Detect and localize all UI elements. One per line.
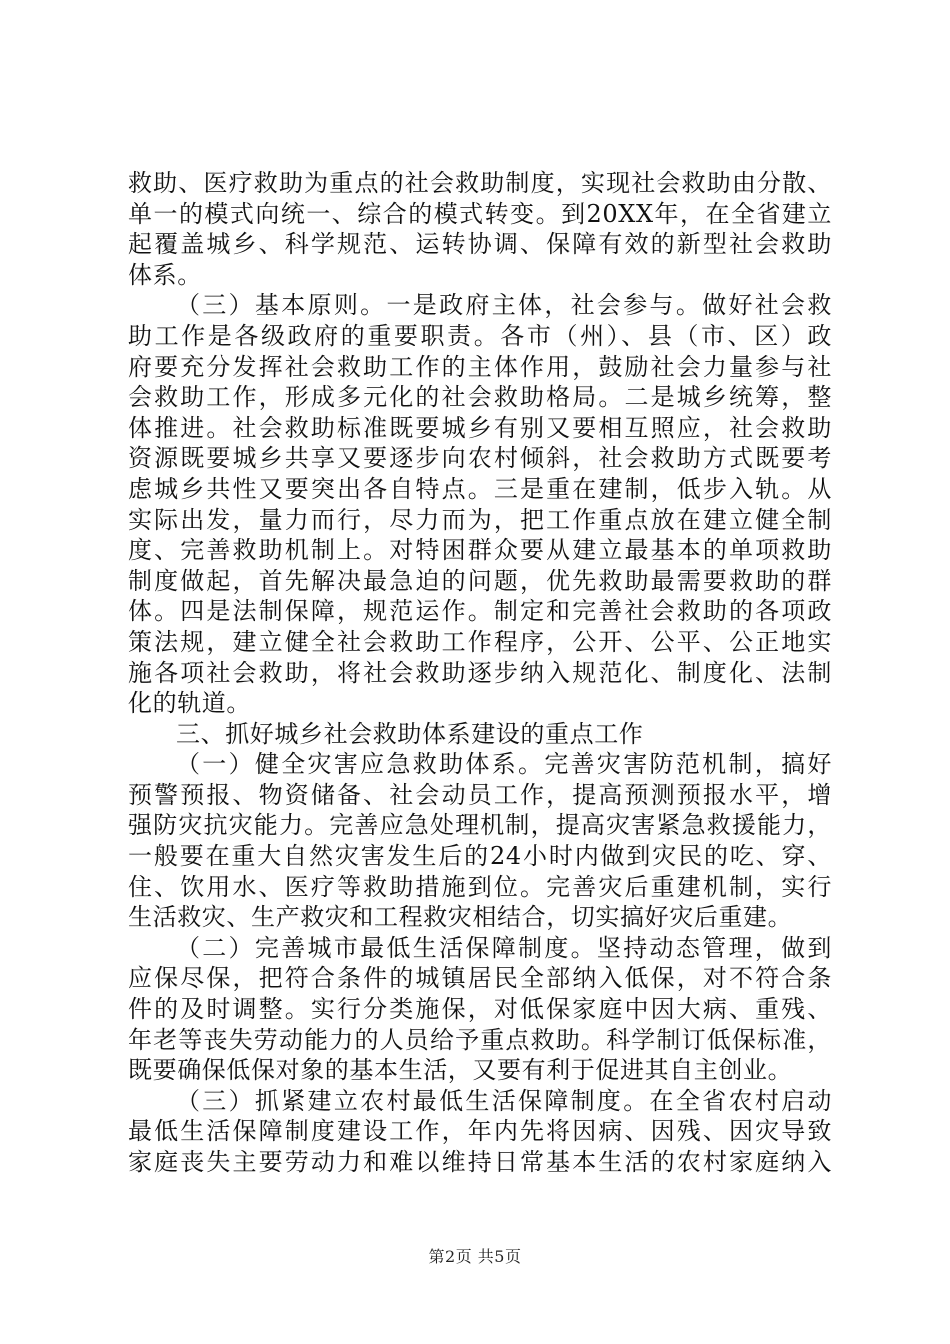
text-line: 应保尽保，把符合条件的城镇居民全部纳入低保，对不符合条 [128, 964, 832, 993]
text-line: 度、完善救助机制上。对特困群众要从建立最基本的单项救助 [128, 536, 832, 565]
text-line: 家庭丧失主要劳动力和难以维持日常基本生活的农村家庭纳入 [128, 1148, 832, 1176]
text-line: 强防灾抗灾能力。完善应急处理机制，提高灾害紧急救援能力， [128, 811, 832, 840]
text-line: 既要确保低保对象的基本生活，又要有利于促进其自主创业。 [128, 1056, 793, 1085]
document-body [128, 168, 832, 1178]
text-line: 助工作是各级政府的重要职责。各市（州）、县（市、区）政 [128, 321, 832, 350]
text-line: 单一的模式向统一、综合的模式转变。到20XX年，在全省建立 [128, 199, 832, 228]
text-line: 年老等丧失劳动能力的人员给予重点救助。科学制订低保标准， [128, 1025, 832, 1054]
text-line: （二）完善城市最低生活保障制度。坚持动态管理，做到 [176, 933, 832, 962]
text-line: 资源既要城乡共享又要逐步向农村倾斜，社会救助方式既要考 [128, 444, 832, 473]
text-line: 会救助工作，形成多元化的社会救助格局。二是城乡统筹，整 [128, 383, 832, 412]
paragraph-p3 [128, 719, 832, 750]
text-line: 最低生活保障制度建设工作，年内先将因病、因残、因灾导致 [128, 1117, 832, 1146]
text-line: 三、抓好城乡社会救助体系建设的重点工作 [176, 719, 644, 748]
paragraph-p6 [128, 1086, 832, 1178]
paragraph-p2 [128, 290, 832, 718]
text-line: （三）基本原则。一是政府主体，社会参与。做好社会救 [176, 291, 832, 320]
text-line: 化的轨道。 [128, 689, 251, 718]
text-line: （一）健全灾害应急救助体系。完善灾害防范机制，搞好 [176, 750, 832, 779]
text-line: 一般要在重大自然灾害发生后的24小时内做到灾民的吃、穿、 [128, 842, 832, 871]
text-line: 施各项社会救助，将社会救助逐步纳入规范化、制度化、法制 [128, 658, 832, 687]
text-line: 策法规，建立健全社会救助工作程序，公开、公平、公正地实 [128, 627, 832, 656]
text-line: 体系。 [128, 260, 202, 289]
paragraph-p1 [128, 168, 832, 290]
text-line: （三）抓紧建立农村最低生活保障制度。在全省农村启动 [176, 1086, 832, 1115]
text-line: 预警预报、物资储备、社会动员工作，提高预测预报水平，增 [128, 780, 832, 809]
text-line: 体。四是法制保障，规范运作。制定和完善社会救助的各项政 [128, 597, 832, 626]
text-line: 件的及时调整。实行分类施保，对低保家庭中因大病、重残、 [128, 995, 832, 1024]
page-footer: 第2页 共5页 [428, 1247, 522, 1266]
text-line: 府要充分发挥社会救助工作的主体作用，鼓励社会力量参与社 [128, 352, 832, 381]
text-line: 实际出发，量力而行，尽力而为，把工作重点放在建立健全制 [128, 505, 832, 534]
text-line: 虑城乡共性又要突出各自特点。三是重在建制，低步入轨。从 [128, 474, 832, 503]
text-line: 生活救灾、生产救灾和工程救灾相结合，切实搞好灾后重建。 [128, 903, 793, 932]
text-line: 救助、医疗救助为重点的社会救助制度，实现社会救助由分散、 [128, 169, 832, 197]
text-line: 制度做起，首先解决最急迫的问题，优先救助最需要救助的群 [128, 566, 832, 595]
text-line: 住、饮用水、医疗等救助措施到位。完善灾后重建机制，实行 [128, 872, 832, 901]
paragraph-p4 [128, 749, 832, 933]
text-line: 体推进。社会救助标准既要城乡有别又要相互照应，社会救助 [128, 413, 832, 442]
text-line: 起覆盖城乡、科学规范、运转协调、保障有效的新型社会救助 [128, 230, 832, 259]
paragraph-p5 [128, 933, 832, 1086]
